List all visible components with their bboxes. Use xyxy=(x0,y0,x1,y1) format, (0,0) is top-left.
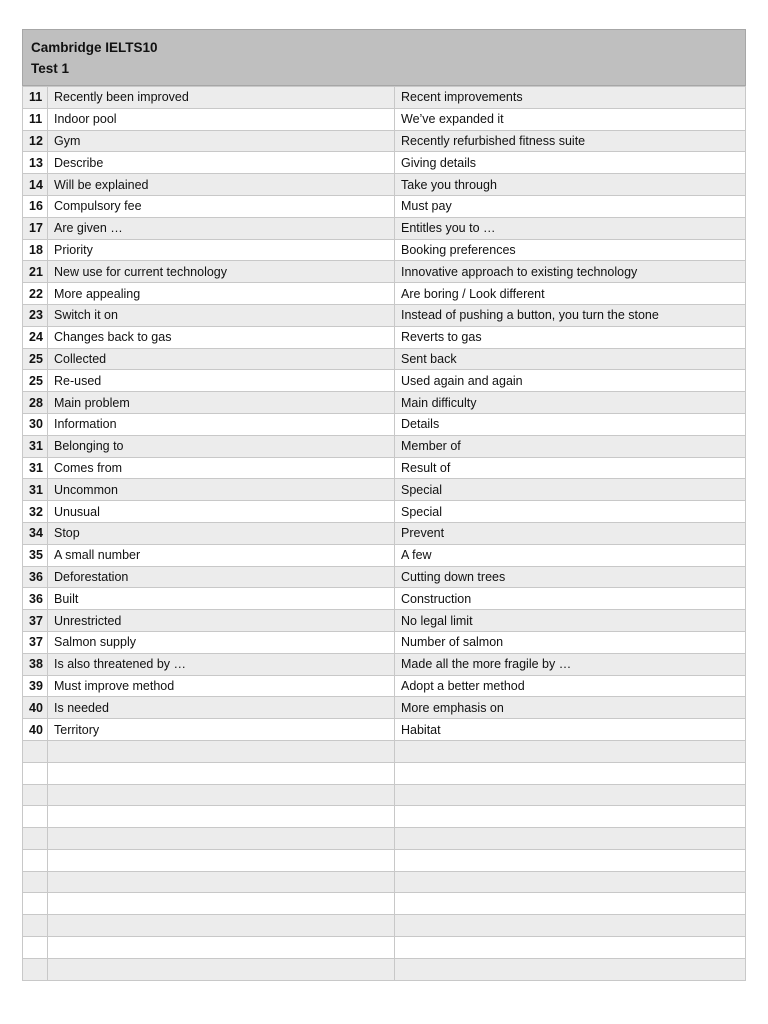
paraphrase-cell: Booking preferences xyxy=(395,239,746,261)
question-number-cell xyxy=(23,915,48,937)
table-row xyxy=(23,915,746,937)
question-number-cell: 31 xyxy=(23,479,48,501)
table-row xyxy=(23,740,746,762)
original-phrase-cell xyxy=(48,784,395,806)
original-phrase-cell: Indoor pool xyxy=(48,108,395,130)
original-phrase-cell: Salmon supply xyxy=(48,631,395,653)
question-number-cell xyxy=(23,958,48,980)
paraphrase-cell: A few xyxy=(395,544,746,566)
question-number-cell: 16 xyxy=(23,195,48,217)
table-row xyxy=(23,544,746,566)
original-phrase-cell xyxy=(48,937,395,959)
original-phrase-cell: More appealing xyxy=(48,283,395,305)
original-phrase-cell: Collected xyxy=(48,348,395,370)
paraphrase-cell: Made all the more fragile by … xyxy=(395,653,746,675)
original-phrase-cell: A small number xyxy=(48,544,395,566)
original-phrase-cell: Recently been improved xyxy=(48,87,395,109)
question-number-cell: 12 xyxy=(23,130,48,152)
original-phrase-cell: Must improve method xyxy=(48,675,395,697)
paraphrase-cell: Reverts to gas xyxy=(395,326,746,348)
table-row xyxy=(23,937,746,959)
table-row xyxy=(23,631,746,653)
table-row xyxy=(23,806,746,828)
question-number-cell: 23 xyxy=(23,304,48,326)
original-phrase-cell: Is needed xyxy=(48,697,395,719)
paraphrase-cell: Take you through xyxy=(395,174,746,196)
table-row xyxy=(23,195,746,217)
table-row xyxy=(23,784,746,806)
question-number-cell: 17 xyxy=(23,217,48,239)
question-number-cell: 30 xyxy=(23,413,48,435)
original-phrase-cell: Unrestricted xyxy=(48,610,395,632)
table-row xyxy=(23,304,746,326)
original-phrase-cell: Are given … xyxy=(48,217,395,239)
question-number-cell xyxy=(23,762,48,784)
table-row xyxy=(23,457,746,479)
sheet-subtitle: Test 1 xyxy=(31,61,70,76)
paraphrase-cell: Are boring / Look different xyxy=(395,283,746,305)
sheet-header xyxy=(22,29,746,86)
original-phrase-cell: New use for current technology xyxy=(48,261,395,283)
original-phrase-cell: Main problem xyxy=(48,392,395,414)
original-phrase-cell: Describe xyxy=(48,152,395,174)
question-number-cell: 13 xyxy=(23,152,48,174)
paraphrase-cell: Result of xyxy=(395,457,746,479)
paraphrase-cell: Prevent xyxy=(395,522,746,544)
original-phrase-cell: Changes back to gas xyxy=(48,326,395,348)
paraphrase-cell xyxy=(395,871,746,893)
original-phrase-cell xyxy=(48,893,395,915)
paraphrase-cell: Innovative approach to existing technology xyxy=(395,261,746,283)
question-number-cell: 11 xyxy=(23,87,48,109)
question-number-cell: 36 xyxy=(23,566,48,588)
question-number-cell: 22 xyxy=(23,283,48,305)
paraphrase-cell xyxy=(395,915,746,937)
paraphrase-cell: Used again and again xyxy=(395,370,746,392)
table-row xyxy=(23,893,746,915)
paraphrase-cell: Must pay xyxy=(395,195,746,217)
paraphrase-cell xyxy=(395,958,746,980)
original-phrase-cell xyxy=(48,871,395,893)
question-number-cell: 37 xyxy=(23,610,48,632)
table-row xyxy=(23,479,746,501)
question-number-cell xyxy=(23,871,48,893)
table-row xyxy=(23,871,746,893)
paraphrase-cell xyxy=(395,762,746,784)
paraphrase-cell: More emphasis on xyxy=(395,697,746,719)
original-phrase-cell: Belonging to xyxy=(48,435,395,457)
paraphrase-cell: Construction xyxy=(395,588,746,610)
original-phrase-cell: Territory xyxy=(48,719,395,741)
question-number-cell: 36 xyxy=(23,588,48,610)
question-number-cell xyxy=(23,937,48,959)
question-number-cell xyxy=(23,849,48,871)
paraphrase-cell: Special xyxy=(395,501,746,523)
question-number-cell: 24 xyxy=(23,326,48,348)
question-number-cell: 25 xyxy=(23,348,48,370)
question-number-cell xyxy=(23,784,48,806)
question-number-cell: 11 xyxy=(23,108,48,130)
question-number-cell: 40 xyxy=(23,719,48,741)
question-number-cell: 35 xyxy=(23,544,48,566)
table-row xyxy=(23,566,746,588)
question-number-cell xyxy=(23,740,48,762)
original-phrase-cell: Stop xyxy=(48,522,395,544)
question-number-cell: 31 xyxy=(23,457,48,479)
paraphrase-cell xyxy=(395,784,746,806)
paraphrase-cell xyxy=(395,893,746,915)
table-row xyxy=(23,522,746,544)
original-phrase-cell: Unusual xyxy=(48,501,395,523)
sheet-title: Cambridge IELTS10 xyxy=(31,40,158,55)
table-row xyxy=(23,653,746,675)
paraphrase-cell: Adopt a better method xyxy=(395,675,746,697)
original-phrase-cell: Gym xyxy=(48,130,395,152)
table-row xyxy=(23,588,746,610)
original-phrase-cell: Uncommon xyxy=(48,479,395,501)
paraphrase-cell: We’ve expanded it xyxy=(395,108,746,130)
question-number-cell xyxy=(23,828,48,850)
question-number-cell xyxy=(23,806,48,828)
paraphrase-cell: Main difficulty xyxy=(395,392,746,414)
table-row xyxy=(23,217,746,239)
paraphrase-cell xyxy=(395,849,746,871)
table-row xyxy=(23,958,746,980)
table-row xyxy=(23,697,746,719)
table-row xyxy=(23,435,746,457)
original-phrase-cell xyxy=(48,849,395,871)
original-phrase-cell: Information xyxy=(48,413,395,435)
question-number-cell: 39 xyxy=(23,675,48,697)
paraphrase-cell: Habitat xyxy=(395,719,746,741)
table-row xyxy=(23,719,746,741)
paraphrase-cell: Number of salmon xyxy=(395,631,746,653)
question-number-cell: 37 xyxy=(23,631,48,653)
paraphrase-cell: Details xyxy=(395,413,746,435)
table-row xyxy=(23,239,746,261)
paraphrase-cell: Special xyxy=(395,479,746,501)
question-number-cell: 38 xyxy=(23,653,48,675)
table-row xyxy=(23,152,746,174)
table-row xyxy=(23,261,746,283)
table-row xyxy=(23,762,746,784)
paraphrase-cell: Giving details xyxy=(395,152,746,174)
original-phrase-cell: Switch it on xyxy=(48,304,395,326)
original-phrase-cell: Priority xyxy=(48,239,395,261)
original-phrase-cell: Will be explained xyxy=(48,174,395,196)
table-row xyxy=(23,370,746,392)
table-row xyxy=(23,392,746,414)
question-number-cell: 32 xyxy=(23,501,48,523)
question-number-cell xyxy=(23,893,48,915)
original-phrase-cell: Deforestation xyxy=(48,566,395,588)
table-row xyxy=(23,501,746,523)
paraphrase-cell: Recent improvements xyxy=(395,87,746,109)
vocabulary-sheet xyxy=(22,29,746,981)
original-phrase-cell xyxy=(48,762,395,784)
table-row xyxy=(23,849,746,871)
paraphrase-cell xyxy=(395,806,746,828)
table-row xyxy=(23,675,746,697)
table-row xyxy=(23,413,746,435)
original-phrase-cell xyxy=(48,915,395,937)
table-row xyxy=(23,174,746,196)
paraphrase-cell: Sent back xyxy=(395,348,746,370)
paraphrase-cell: No legal limit xyxy=(395,610,746,632)
question-number-cell: 25 xyxy=(23,370,48,392)
original-phrase-cell xyxy=(48,806,395,828)
table-row xyxy=(23,283,746,305)
paraphrase-cell: Recently refurbished fitness suite xyxy=(395,130,746,152)
table-row xyxy=(23,108,746,130)
original-phrase-cell xyxy=(48,958,395,980)
table-row xyxy=(23,828,746,850)
question-number-cell: 31 xyxy=(23,435,48,457)
original-phrase-cell xyxy=(48,828,395,850)
question-number-cell: 34 xyxy=(23,522,48,544)
original-phrase-cell: Re-used xyxy=(48,370,395,392)
question-number-cell: 18 xyxy=(23,239,48,261)
paraphrase-cell xyxy=(395,937,746,959)
paraphrase-cell: Cutting down trees xyxy=(395,566,746,588)
paraphrase-cell: Member of xyxy=(395,435,746,457)
question-number-cell: 21 xyxy=(23,261,48,283)
question-number-cell: 14 xyxy=(23,174,48,196)
table-row xyxy=(23,326,746,348)
table-row xyxy=(23,130,746,152)
question-number-cell: 28 xyxy=(23,392,48,414)
table-row xyxy=(23,87,746,109)
original-phrase-cell: Compulsory fee xyxy=(48,195,395,217)
paraphrase-cell xyxy=(395,740,746,762)
paraphrase-cell xyxy=(395,828,746,850)
original-phrase-cell xyxy=(48,740,395,762)
paraphrase-cell: Instead of pushing a button, you turn the stone xyxy=(395,304,746,326)
paraphrase-table xyxy=(22,86,746,981)
original-phrase-cell: Is also threatened by … xyxy=(48,653,395,675)
table-row xyxy=(23,610,746,632)
question-number-cell: 40 xyxy=(23,697,48,719)
table-row xyxy=(23,348,746,370)
paraphrase-cell: Entitles you to … xyxy=(395,217,746,239)
original-phrase-cell: Comes from xyxy=(48,457,395,479)
original-phrase-cell: Built xyxy=(48,588,395,610)
